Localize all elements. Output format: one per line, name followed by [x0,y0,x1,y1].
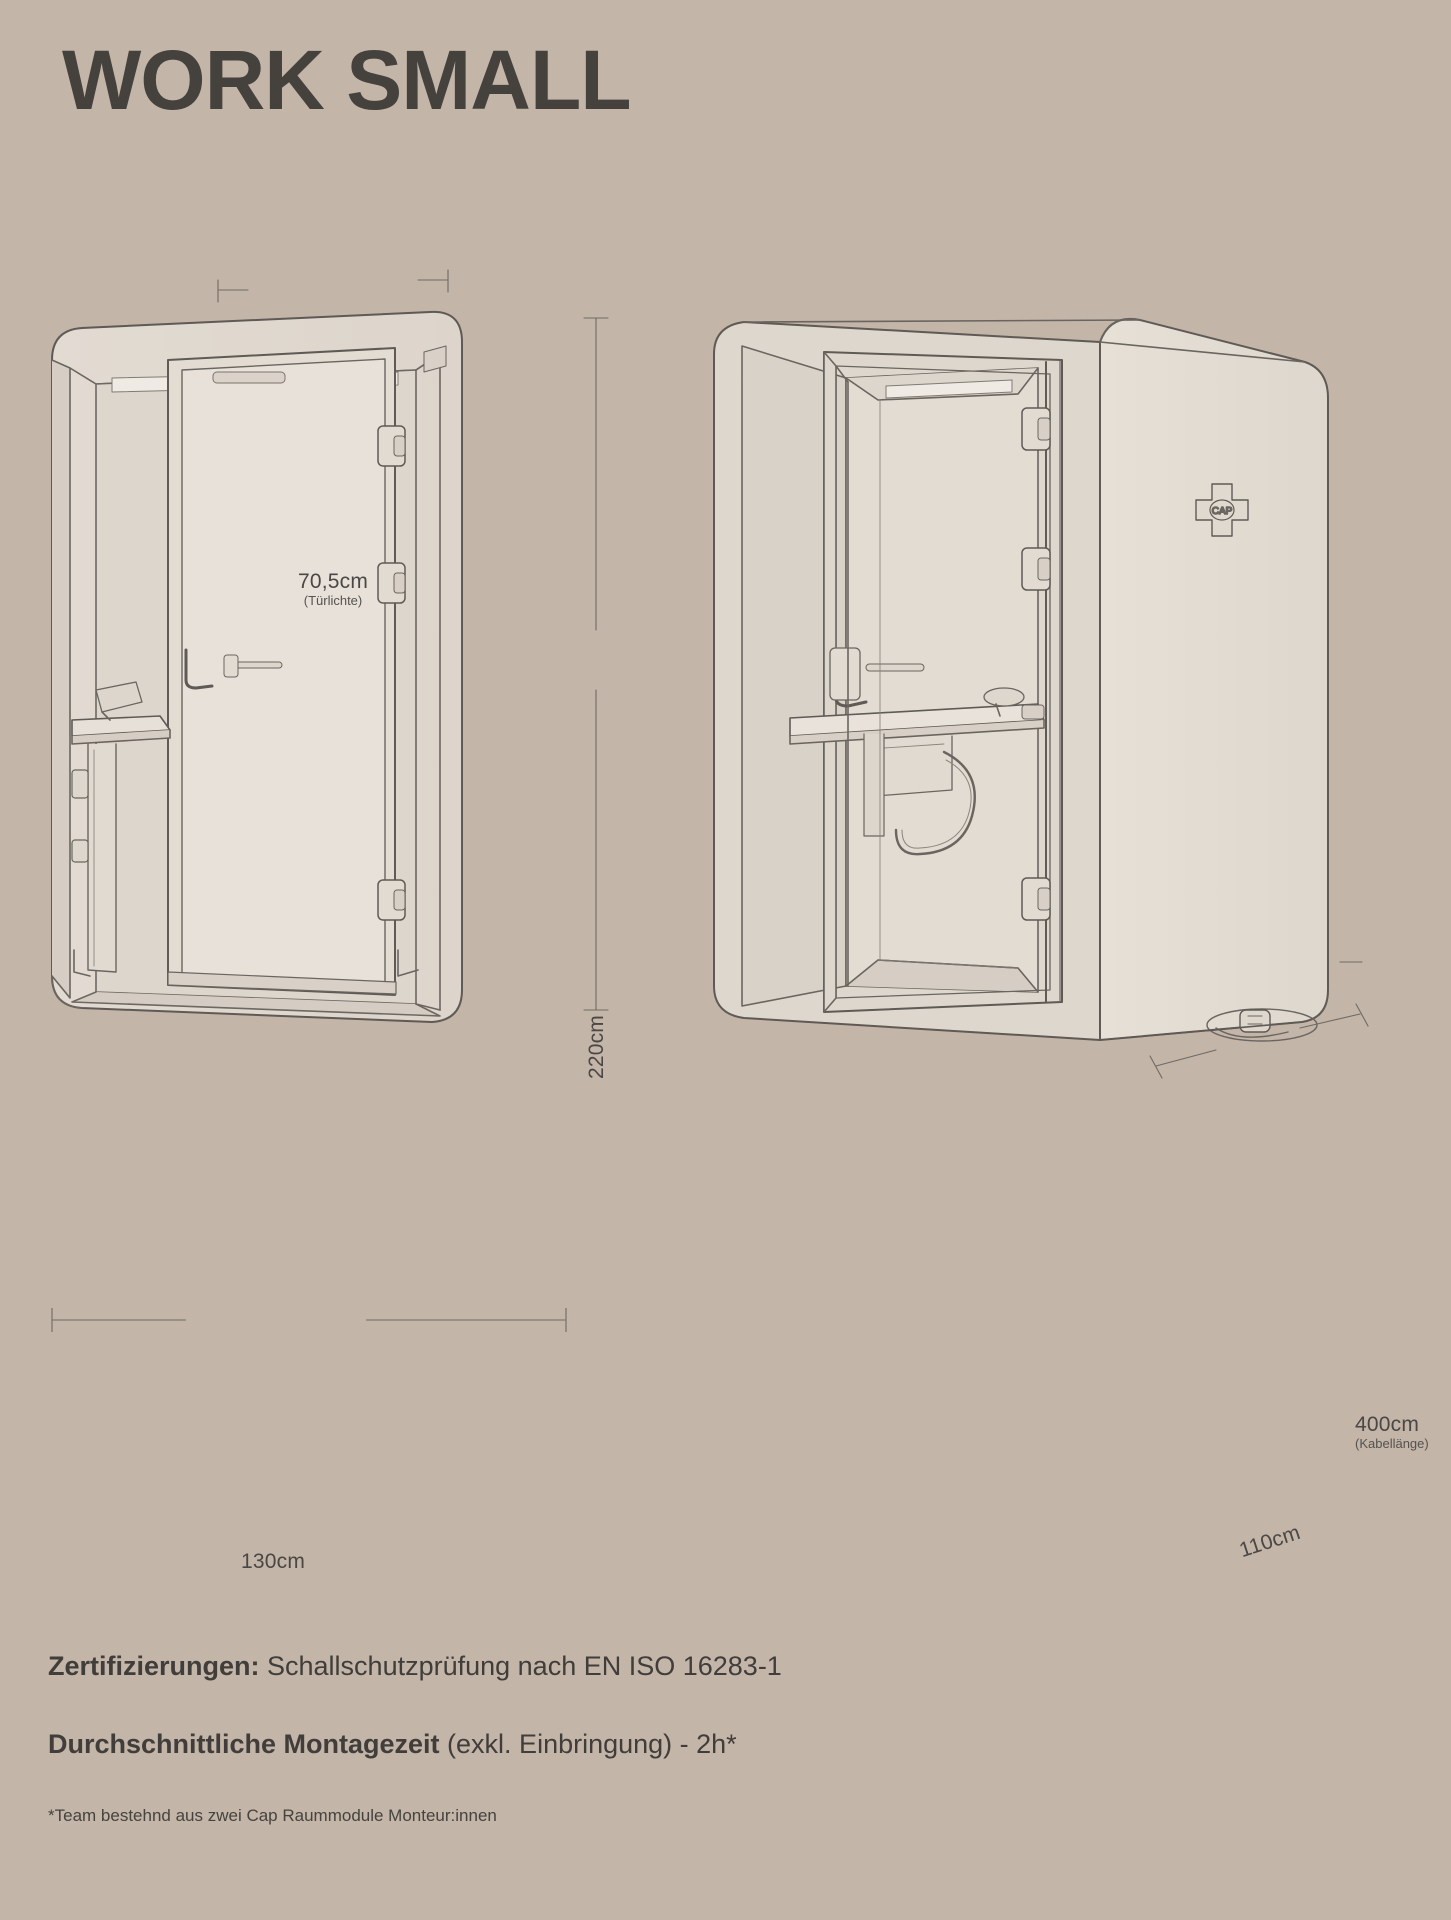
certifications-label: Zertifizierungen: [48,1651,260,1681]
assembly-time-value: (exkl. Einbringung) - 2h* [439,1728,737,1759]
door-hinge [378,880,405,920]
dimension-door-width-note: (Türlichte) [303,593,363,609]
footnote: *Team bestehnd aus zwei Cap Raummodule Monteur:innen [48,1805,497,1825]
assembly-time-line [48,1728,1411,1762]
dimension-depth-value: 110cm [1236,1520,1304,1563]
dimension-cable-value: 400cm [1355,1413,1420,1436]
perspective-view [714,319,1328,1041]
dimension-height-value: 220cm [585,1015,608,1080]
width-dimension-line [0,1300,1451,1340]
certifications-value: Schallschutzprüfung nach EN ISO 16283-1 [259,1651,782,1681]
dimension-door-width [253,570,413,609]
door-hinge [1022,878,1050,920]
dimension-width [193,1550,353,1574]
door-hinge [1022,408,1050,450]
door-hinge [1022,548,1050,590]
technical-drawing [0,250,1451,1573]
dimension-door-width-value: 70,5cm [297,570,369,593]
dimension-cable-note: (Kabellänge) [1355,1436,1429,1452]
dimension-depth [1200,1509,1341,1575]
footer-info [48,1650,1411,1826]
front-view [52,312,462,1022]
dimension-width-value: 130cm [240,1550,306,1573]
certifications-line [48,1650,1411,1684]
booth-drawing-svg [0,250,1451,1150]
dimension-height [585,1015,615,1079]
dimension-cable-length [1355,1413,1445,1452]
page-title: WORK SMALL [62,33,631,127]
svg-text:CAP: CAP [1211,506,1233,517]
assembly-time-label: Durchschnittliche Montagezeit [48,1728,440,1759]
door-hinge [378,426,405,466]
